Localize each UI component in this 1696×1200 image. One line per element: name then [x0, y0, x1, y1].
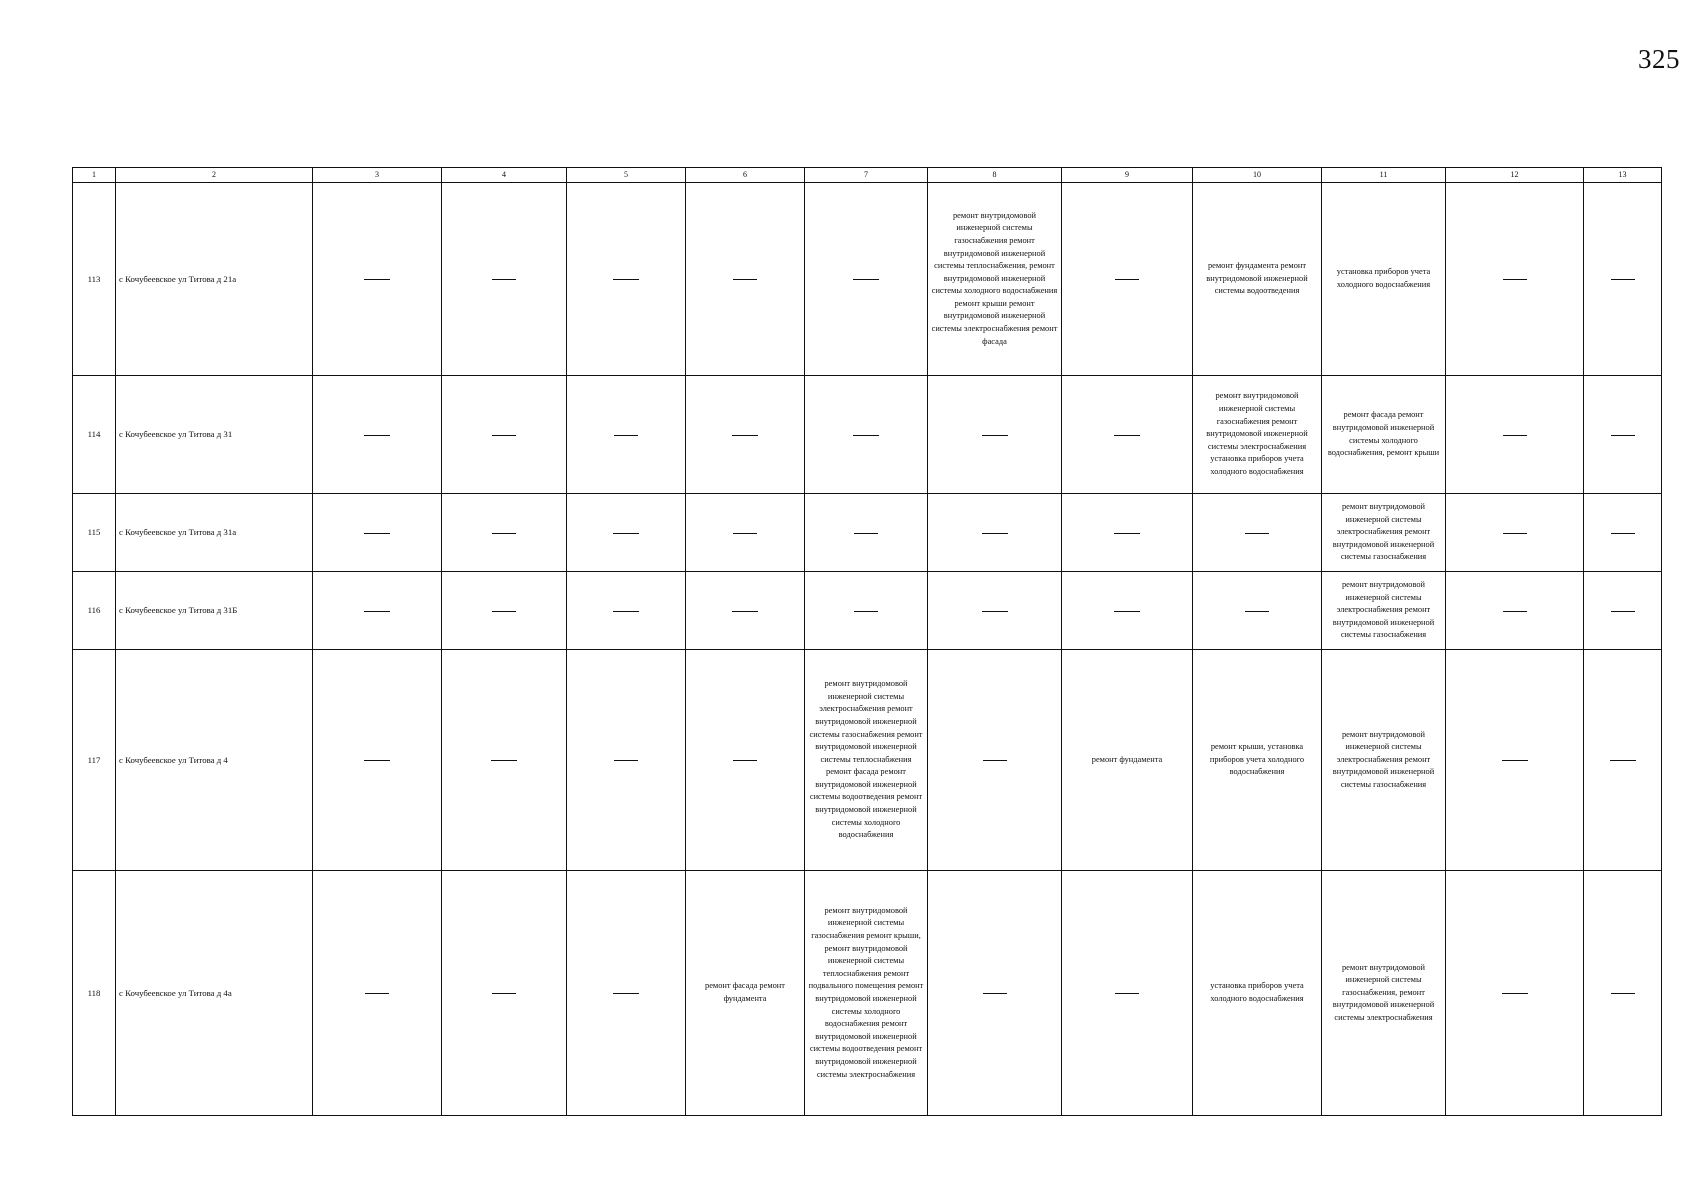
work-cell	[1322, 494, 1446, 572]
row-number: 116	[73, 572, 116, 650]
dash-mark	[1503, 533, 1527, 534]
dash-mark	[1503, 435, 1527, 436]
dash-mark	[853, 435, 879, 436]
work-cell	[928, 183, 1062, 376]
column-header: 11	[1322, 168, 1446, 183]
empty-cell	[1193, 494, 1322, 572]
empty-cell	[1193, 572, 1322, 650]
work-description: установка приборов учета холодного водоснабжения	[1210, 981, 1304, 1003]
work-cell	[1193, 376, 1322, 494]
column-header: 13	[1584, 168, 1662, 183]
empty-cell	[567, 572, 686, 650]
dash-mark	[982, 533, 1008, 534]
work-cell	[1193, 871, 1322, 1116]
column-header: 2	[116, 168, 313, 183]
column-header: 7	[805, 168, 928, 183]
work-cell	[1322, 871, 1446, 1116]
empty-cell	[567, 183, 686, 376]
dash-mark	[1114, 611, 1140, 612]
empty-cell	[567, 376, 686, 494]
empty-cell	[442, 494, 567, 572]
empty-cell	[567, 871, 686, 1116]
empty-cell	[1062, 183, 1193, 376]
work-description: ремонт фундамента ремонт внутридомовой инженерной системы водоотведения	[1206, 261, 1308, 296]
work-cell	[1322, 183, 1446, 376]
dash-mark	[492, 993, 516, 994]
dash-mark	[614, 760, 638, 761]
work-cell	[1322, 650, 1446, 871]
row-number: 114	[73, 376, 116, 494]
dash-mark	[1611, 533, 1635, 534]
empty-cell	[567, 650, 686, 871]
empty-cell	[567, 494, 686, 572]
dash-mark	[364, 435, 390, 436]
address-cell: с Кочубеевское ул Титова д 31а	[116, 494, 313, 572]
column-header: 4	[442, 168, 567, 183]
work-cell	[805, 650, 928, 871]
dash-mark	[492, 435, 516, 436]
table-row	[73, 650, 1662, 871]
work-description: ремонт внутридомовой инженерной системы газоснабжения, ремонт внутридомовой инженерной системы электроснабжения	[1332, 962, 1435, 1022]
empty-cell	[928, 650, 1062, 871]
empty-cell	[313, 183, 442, 376]
dash-mark	[733, 533, 757, 534]
dash-mark	[613, 533, 639, 534]
work-description: ремонт фасада ремонт фундамента	[705, 981, 785, 1003]
work-description: ремонт фундамента	[1091, 754, 1163, 764]
row-number: 117	[73, 650, 116, 871]
dash-mark	[1115, 279, 1139, 280]
dash-mark	[1114, 435, 1140, 436]
address-cell: с Кочубеевское ул Титова д 21а	[116, 183, 313, 376]
row-number: 115	[73, 494, 116, 572]
empty-cell	[313, 871, 442, 1116]
dash-mark	[613, 279, 639, 280]
row-number: 113	[73, 183, 116, 376]
empty-cell	[313, 572, 442, 650]
empty-cell	[686, 572, 805, 650]
empty-cell	[313, 650, 442, 871]
work-cell	[1193, 650, 1322, 871]
empty-cell	[1584, 183, 1662, 376]
work-description: ремонт крыши, установка приборов учета холодного водоснабжения	[1209, 742, 1305, 777]
empty-cell	[1446, 376, 1584, 494]
empty-cell	[442, 650, 567, 871]
page-number: 325	[1638, 44, 1680, 74]
dash-mark	[613, 993, 639, 994]
address-cell: с Кочубеевское ул Титова д 31	[116, 376, 313, 494]
dash-mark	[982, 611, 1008, 612]
column-header: 8	[928, 168, 1062, 183]
dash-mark	[1611, 435, 1635, 436]
empty-cell	[805, 376, 928, 494]
dash-mark	[732, 611, 758, 612]
dash-mark	[733, 760, 757, 761]
work-description: ремонт внутридомовой инженерной системы газоснабжения ремонт крыши, ремонт внутридомовой инженерной системы теплоснабжения ремонт подвального помещения ремонт внутридомовой инженерной системы холодного водоснабжения ремонт внутридомовой инженерной системы водоотведения ремонт внутридомовой инженерной системы электроснабжения	[808, 905, 924, 1079]
empty-cell	[1584, 572, 1662, 650]
empty-cell	[442, 376, 567, 494]
dash-mark	[491, 760, 517, 761]
empty-cell	[1062, 494, 1193, 572]
work-description: ремонт внутридомовой инженерной системы электроснабжения ремонт внутридомовой инженерной системы газоснабжения	[1332, 729, 1435, 789]
dash-mark	[1245, 533, 1269, 534]
dash-mark	[982, 435, 1008, 436]
work-description: ремонт фасада ремонт внутридомовой инженерной системы холодного водоснабжения, ремонт крыши	[1327, 410, 1440, 458]
empty-cell	[928, 376, 1062, 494]
work-description: ремонт внутридомовой инженерной системы электроснабжения ремонт внутридомовой инженерной системы газоснабжения	[1332, 580, 1435, 640]
table-row	[73, 376, 1662, 494]
dash-mark	[1610, 760, 1636, 761]
empty-cell	[1446, 572, 1584, 650]
dash-mark	[1245, 611, 1269, 612]
empty-cell	[1446, 650, 1584, 871]
empty-cell	[1584, 494, 1662, 572]
empty-cell	[805, 572, 928, 650]
empty-cell	[928, 494, 1062, 572]
column-number-header-row	[73, 168, 1662, 183]
empty-cell	[1446, 183, 1584, 376]
empty-cell	[313, 494, 442, 572]
empty-cell	[442, 183, 567, 376]
empty-cell	[928, 871, 1062, 1116]
dash-mark	[613, 611, 639, 612]
table-row	[73, 572, 1662, 650]
empty-cell	[442, 572, 567, 650]
dash-mark	[733, 279, 757, 280]
empty-cell	[1062, 871, 1193, 1116]
empty-cell	[686, 183, 805, 376]
work-cell	[1062, 650, 1193, 871]
dash-mark	[732, 435, 758, 436]
empty-cell	[1446, 871, 1584, 1116]
empty-cell	[1062, 572, 1193, 650]
empty-cell	[313, 376, 442, 494]
dash-mark	[492, 279, 516, 280]
dash-mark	[492, 611, 516, 612]
work-cell	[1322, 572, 1446, 650]
column-header: 1	[73, 168, 116, 183]
repair-schedule-table	[72, 167, 1662, 1116]
table-row	[73, 183, 1662, 376]
dash-mark	[364, 279, 390, 280]
work-cell	[1193, 183, 1322, 376]
work-description: ремонт внутридомовой инженерной системы электроснабжения ремонт внутридомовой инженерной системы газоснабжения	[1332, 502, 1435, 562]
dash-mark	[614, 435, 638, 436]
work-description: установка приборов учета холодного водоснабжения	[1336, 267, 1431, 289]
dash-mark	[983, 993, 1007, 994]
work-cell	[686, 871, 805, 1116]
column-header: 12	[1446, 168, 1584, 183]
dash-mark	[1502, 993, 1528, 994]
dash-mark	[854, 533, 878, 534]
empty-cell	[1584, 376, 1662, 494]
dash-mark	[1611, 611, 1635, 612]
empty-cell	[805, 183, 928, 376]
dash-mark	[1502, 760, 1528, 761]
dash-mark	[365, 993, 389, 994]
dash-mark	[983, 760, 1007, 761]
work-description: ремонт внутридомовой инженерной системы газоснабжения ремонт внутридомовой инженерной системы электроснабжения установка приборов учета холодного водоснабжения	[1206, 391, 1308, 476]
column-header: 9	[1062, 168, 1193, 183]
empty-cell	[1062, 376, 1193, 494]
column-header: 6	[686, 168, 805, 183]
column-header: 3	[313, 168, 442, 183]
dash-mark	[364, 611, 390, 612]
table-row	[73, 871, 1662, 1116]
dash-mark	[1114, 533, 1140, 534]
empty-cell	[1584, 871, 1662, 1116]
table-row	[73, 494, 1662, 572]
address-cell: с Кочубеевское ул Титова д 31Б	[116, 572, 313, 650]
work-cell	[1322, 376, 1446, 494]
empty-cell	[686, 376, 805, 494]
empty-cell	[442, 871, 567, 1116]
dash-mark	[1611, 993, 1635, 994]
empty-cell	[805, 494, 928, 572]
work-description: ремонт внутридомовой инженерной системы газоснабжения ремонт внутридомовой инженерной системы теплоснабжения, ремонт внутридомовой инженерной системы холодного водоснабжения ремонт крыши ремонт внутридомовой инженерной системы электроснабжения ремонт фасада	[931, 210, 1058, 346]
dash-mark	[492, 533, 516, 534]
empty-cell	[686, 494, 805, 572]
empty-cell	[1446, 494, 1584, 572]
dash-mark	[1503, 611, 1527, 612]
empty-cell	[1584, 650, 1662, 871]
row-number: 118	[73, 871, 116, 1116]
empty-cell	[686, 650, 805, 871]
address-cell: с Кочубеевское ул Титова д 4а	[116, 871, 313, 1116]
dash-mark	[853, 279, 879, 280]
address-cell: с Кочубеевское ул Титова д 4	[116, 650, 313, 871]
dash-mark	[854, 611, 878, 612]
dash-mark	[1503, 279, 1527, 280]
dash-mark	[364, 533, 390, 534]
work-description: ремонт внутридомовой инженерной системы электроснабжения ремонт внутридомовой инженерной системы газоснабжения ремонт внутридомовой инженерной системы теплоснабжения ремонт фасада ремонт внутридомовой инженерной системы водоотведения ремонт внутридомовой инженерной системы холодного водоснабжения	[809, 679, 923, 840]
dash-mark	[1115, 993, 1139, 994]
dash-mark	[364, 760, 390, 761]
column-header: 5	[567, 168, 686, 183]
work-cell	[805, 871, 928, 1116]
column-header: 10	[1193, 168, 1322, 183]
empty-cell	[928, 572, 1062, 650]
dash-mark	[1611, 279, 1635, 280]
